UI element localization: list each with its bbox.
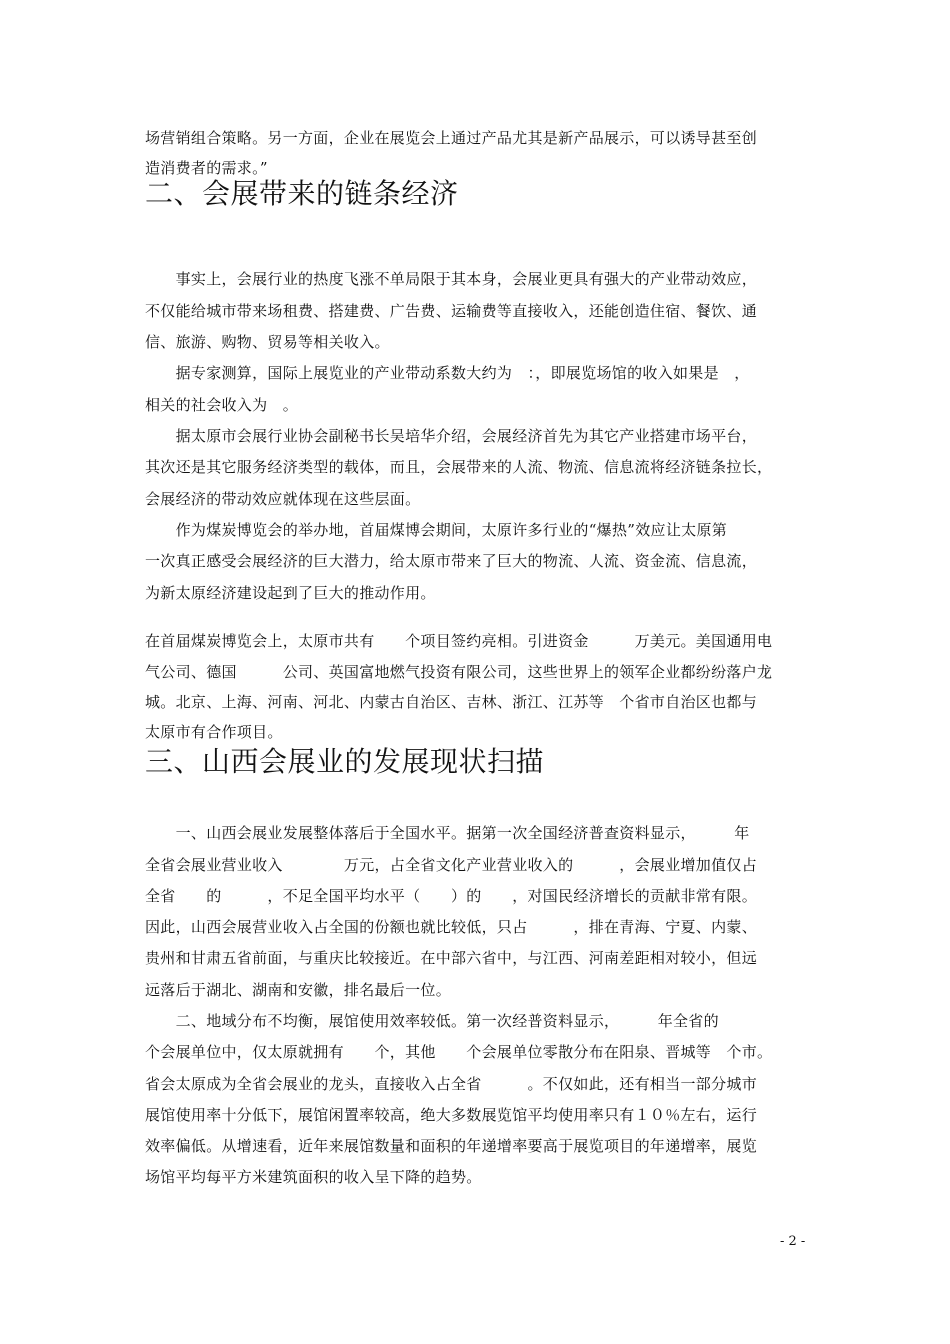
body-text-line: 二、地域分布不均衡，展馆使用效率较低。第一次经普资料显示， 年全省的 [145, 1012, 719, 1030]
body-text-line: 为新太原经济建设起到了巨大的推动作用。 [145, 584, 436, 602]
section-heading-2: 二、会展带来的链条经济 [145, 177, 459, 210]
body-text-line: 一、山西会展业发展整体落后于全国水平。据第一次全国经济普查资料显示， 年 [145, 824, 750, 842]
body-text-line: 在首届煤炭博览会上，太原市共有 个项目签约亮相。引进资金 万美元。美国通用电 [145, 632, 773, 650]
body-text-line: 场营销组合策略。另一方面，企业在展览会上通过产品尤其是新产品展示，可以诱导甚至创 [145, 129, 758, 147]
body-text-line: 信、旅游、购物、贸易等相关收入。 [145, 333, 390, 351]
body-text-line: 效率偏低。从增速看，近年来展馆数量和面积的年递增率要高于展览项目的年递增率，展览 [145, 1137, 758, 1155]
body-text-line: 据专家测算，国际上展览业的产业带动系数大约为 ：，即展览场馆的收入如果是 ， [145, 364, 750, 382]
body-text-line: 远落后于湖北、湖南和安徽，排名最后一位。 [145, 981, 452, 999]
body-text-line: 其次还是其它服务经济类型的载体，而且，会展带来的人流、物流、信息流将经济链条拉长， [145, 458, 773, 476]
body-text-line: 展馆使用率十分低下，展馆闲置率较高，绝大多数展览馆平均使用率只有１０％左右，运行 [145, 1106, 758, 1124]
body-text-line: 事实上，会展行业的热度飞涨不单局限于其本身，会展业更具有强大的产业带动效应， [145, 270, 758, 288]
section-heading-3: 三、山西会展业的发展现状扫描 [145, 745, 545, 778]
body-text-line: 造消费者的需求。” [145, 159, 268, 177]
body-text-line: 场馆平均每平方米建筑面积的收入呈下降的趋势。 [145, 1168, 482, 1186]
body-text-line: 省会太原成为全省会展业的龙头，直接收入占全省 。不仅如此，还有相当一部分城市 [145, 1075, 758, 1093]
body-text-line: 个会展单位中，仅太原就拥有 个，其他 个会展单位零散分布在阳泉、晋城等 个市。 [145, 1043, 773, 1061]
body-text-line: 贵州和甘肃五省前面，与重庆比较接近。在中部六省中，与江西、河南差距相对较小，但远 [145, 949, 758, 967]
body-text-line: 全省 的 ，不足全国平均水平（ ）的 ，对国民经济增长的贡献非常有限。 [145, 887, 758, 905]
body-text-line: 相关的社会收入为 。 [145, 396, 299, 414]
body-text-line: 不仅能给城市带来场租费、搭建费、广告费、运输费等直接收入，还能创造住宿、餐饮、通 [145, 302, 758, 320]
body-text-line: 气公司、德国 公司、英国富地燃气投资有限公司，这些世界上的领军企业都纷纷落户龙 [145, 663, 773, 681]
body-text-line: 会展经济的带动效应就体现在这些层面。 [145, 490, 421, 508]
body-text-line: 全省会展业营业收入 万元，占全省文化产业营业收入的 ，会展业增加值仅占 [145, 856, 758, 874]
body-text-line: 城。北京、上海、河南、河北、内蒙古自治区、吉林、浙江、江苏等 个省市自治区也都与 [145, 693, 758, 711]
body-text-line: 据太原市会展行业协会副秘书长吴培华介绍，会展经济首先为其它产业搭建市场平台， [145, 427, 758, 445]
body-text-line: 一次真正感受会展经济的巨大潜力，给太原市带来了巨大的物流、人流、资金流、信息流， [145, 552, 758, 570]
body-text-line: 因此，山西会展营业收入占全国的份额也就比较低，只占 ，排在青海、宁夏、内蒙、 [145, 918, 758, 936]
page-number: - 2 - [780, 1234, 806, 1249]
body-text-line: 太原市有合作项目。 [145, 723, 283, 741]
body-text-line: 作为煤炭博览会的举办地，首届煤博会期间，太原许多行业的“爆热”效应让太原第 [145, 521, 728, 539]
